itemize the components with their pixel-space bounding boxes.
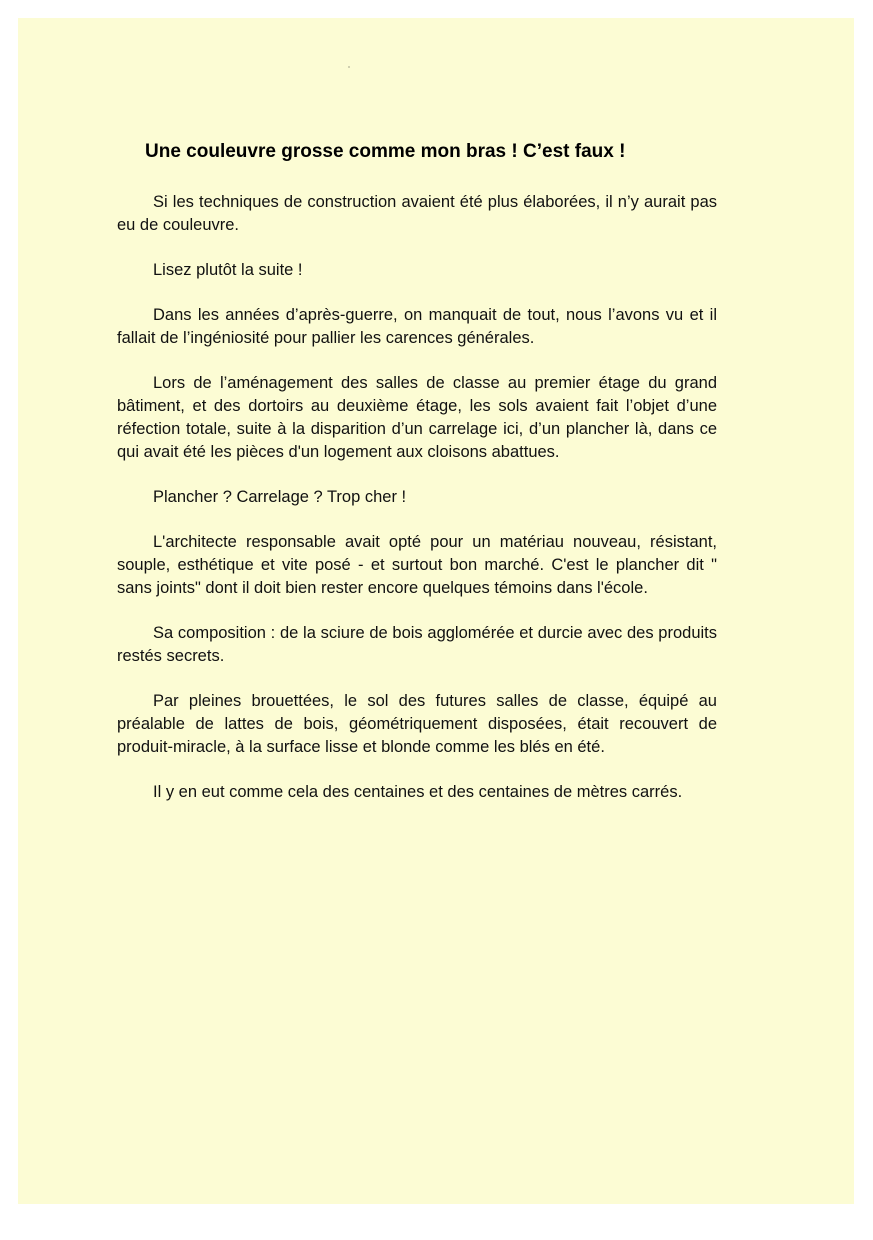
paragraph-8: Par pleines brouettées, le sol des futures salles de classe, équipé au préalable de lattes de bois, géométriquement disposées, était recouvert de produit-miracle, à la surface lisse et blonde comme les blés en été. — [117, 692, 717, 756]
paragraph-9: Il y en eut comme cela des centaines et des centaines de mètres carrés. — [153, 783, 683, 801]
paragraph-2: Lisez plutôt la suite ! — [153, 261, 303, 279]
document-body — [117, 140, 717, 804]
paragraph-1: Si les techniques de construction avaient été plus élaborées, il n’y aurait pas eu de couleuvre. — [117, 193, 717, 234]
paragraph-3: Dans les années d’après-guerre, on manquait de tout, nous l’avons vu et il fallait de l’ingéniosité pour pallier les carences générales. — [117, 306, 717, 347]
paragraph-4: Lors de l’aménagement des salles de classe au premier étage du grand bâtiment, et des dortoirs au deuxième étage, les sols avaient fait l’objet d’une réfection totale, suite à la disparition d’un carrelage ici, d’un plancher là, dans ce qui avait été les pièces d'un logement aux cloisons abattues. — [117, 374, 717, 461]
paragraph-7: Sa composition : de la sciure de bois agglomérée et durcie avec des produits restés secrets. — [117, 624, 717, 665]
paragraph-6: L'architecte responsable avait opté pour un matériau nouveau, résistant, souple, esthétique et vite posé - et surtout bon marché. C'est le plancher dit " sans joints" dont il doit bien rester encore quelques témoins dans l'école. — [117, 533, 717, 597]
paragraph-5: Plancher ? Carrelage ? Trop cher ! — [153, 488, 407, 506]
speck — [348, 66, 350, 68]
document-title: Une couleuvre grosse comme mon bras ! C’est faux ! — [145, 141, 626, 162]
